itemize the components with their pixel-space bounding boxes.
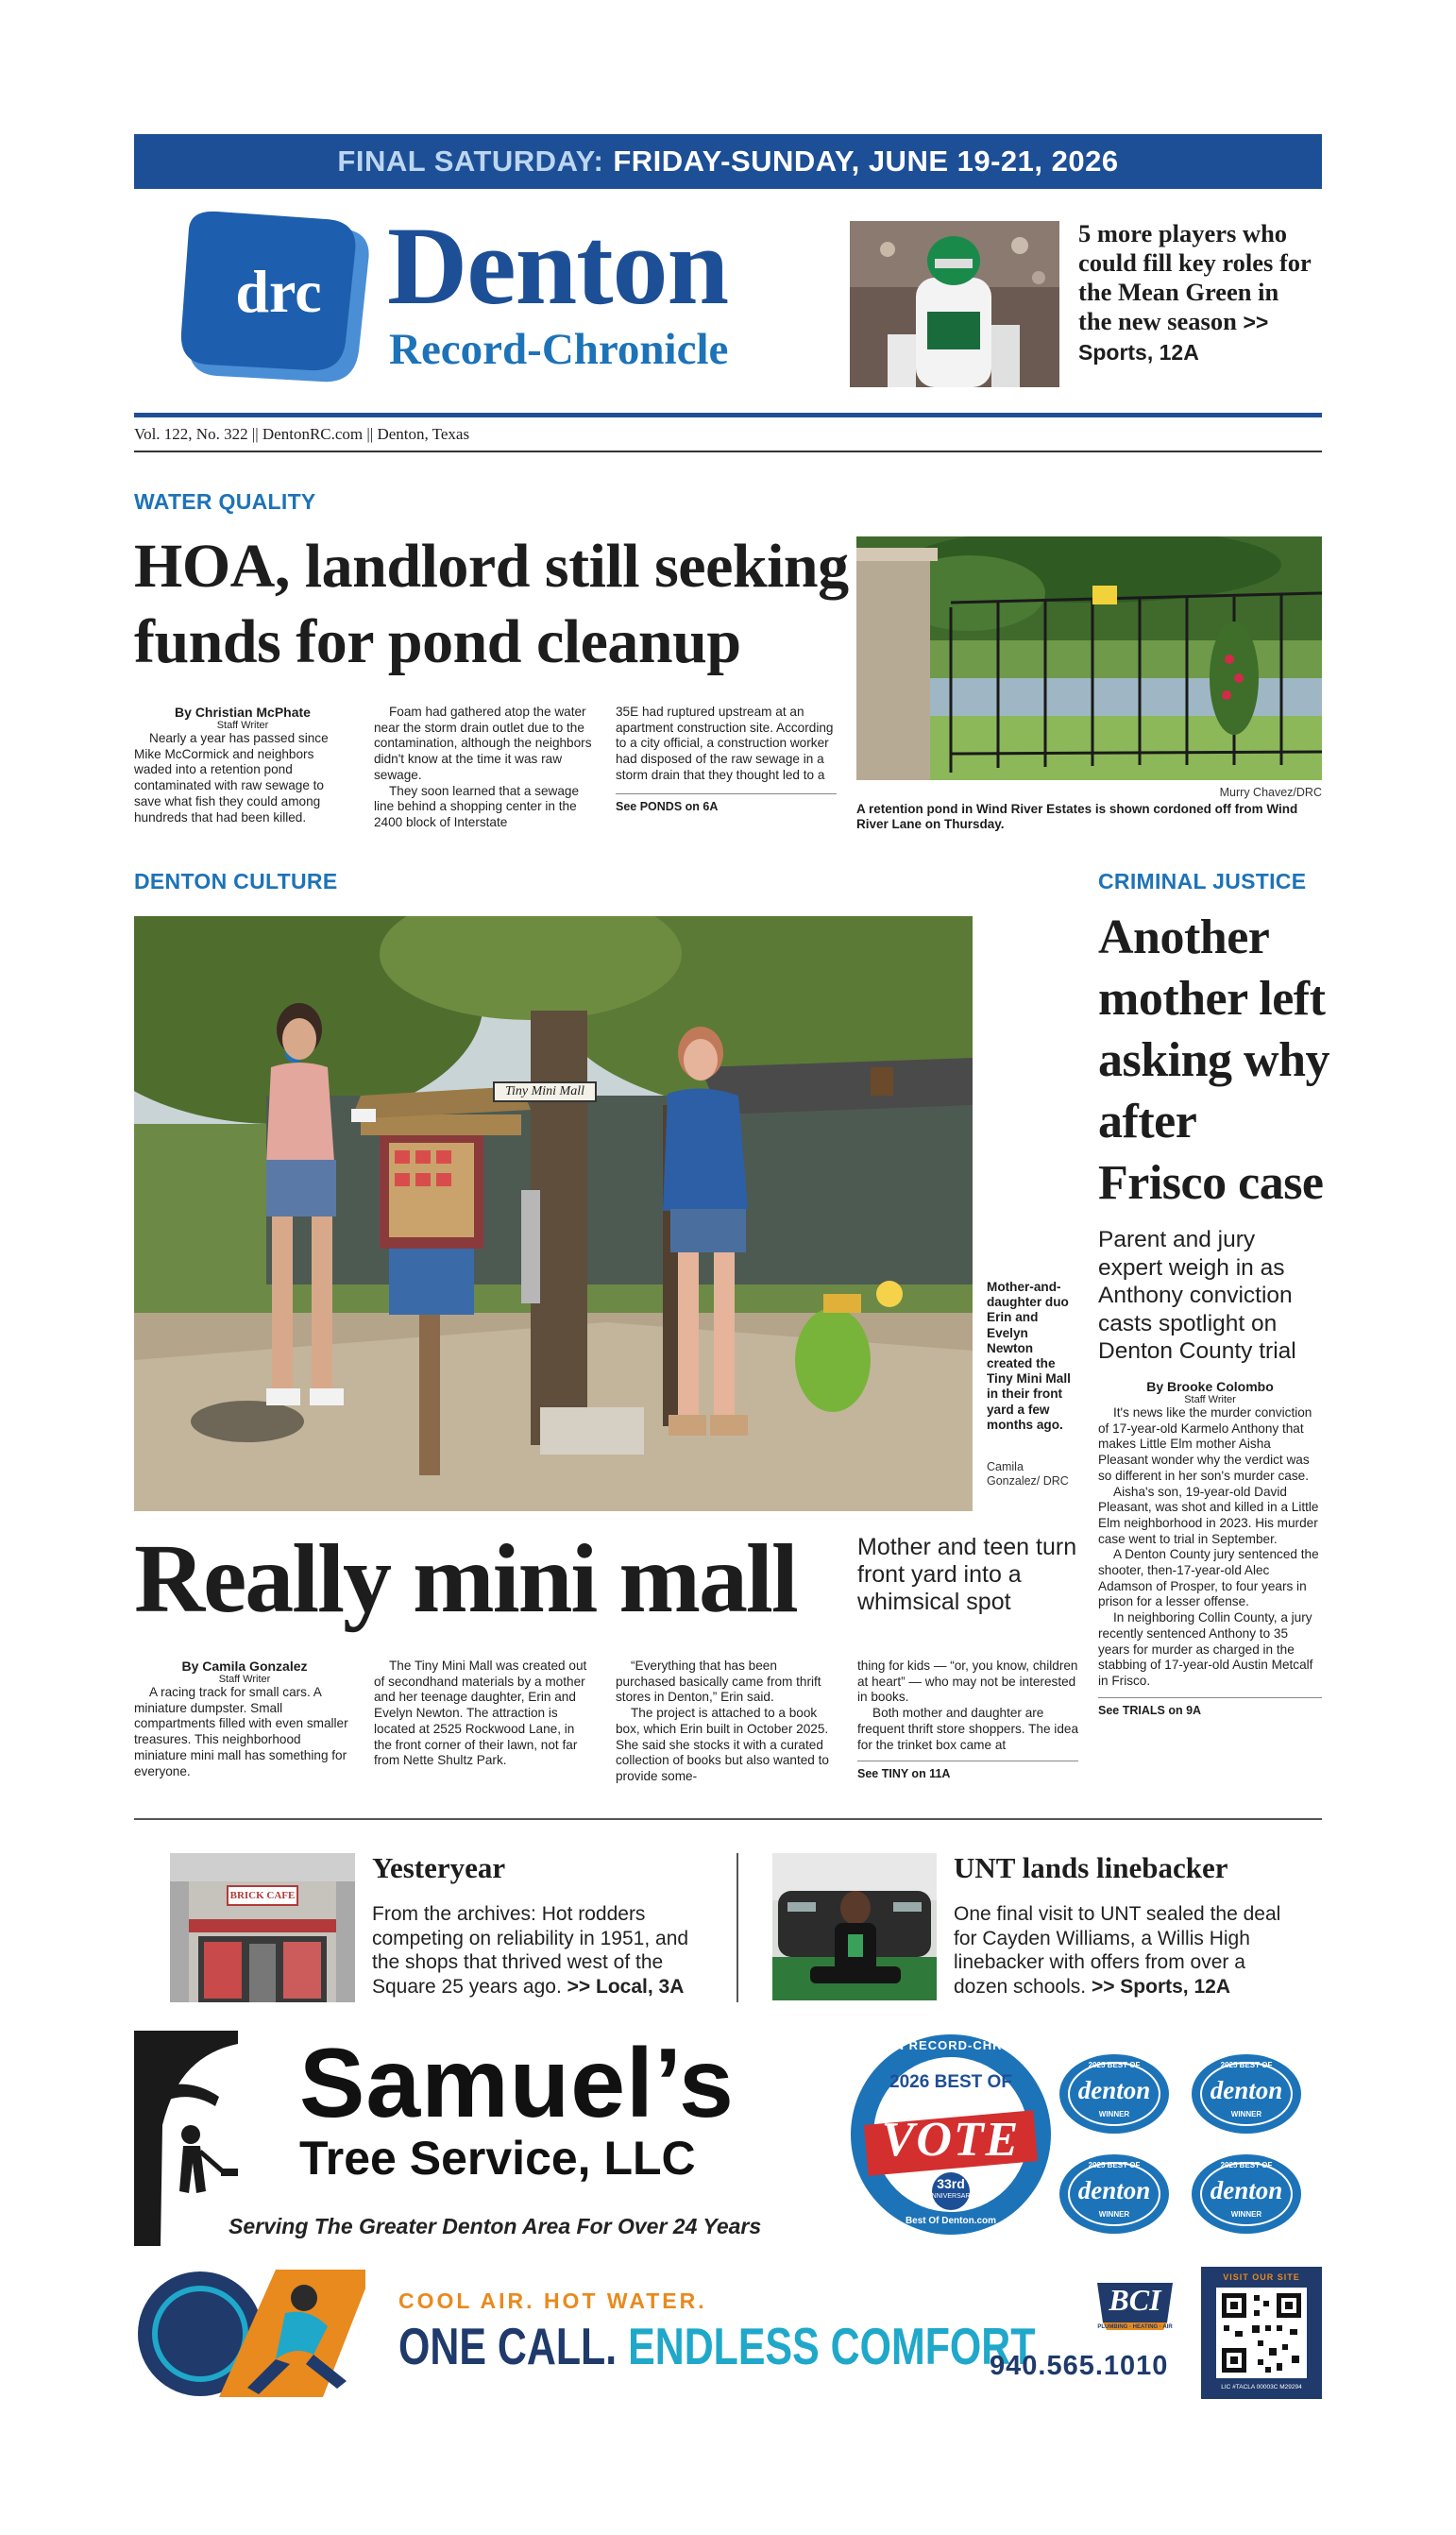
vote-seal-word: VOTE [881,2113,1021,2167]
promo-divider [736,1853,738,2002]
mall-col-4 [857,1659,1078,1780]
winner-badge-bottom: WINNER [1098,2110,1130,2118]
byline-mall [134,1659,355,1685]
bci-mascot-icon [134,2270,365,2397]
water-col-3 [616,705,837,813]
water-p3: They soon learned that a sewage line behind a shopping center in the 2400 block of Interstate [374,783,580,829]
justice-p3: A Denton County jury sentenced the shooter, then-17-year-old Alec Adamson of Prosper, to four years in prison for a lesser offense. [1098,1547,1319,1609]
promo-linebacker-title[interactable]: UNT lands linebacker [954,1851,1228,1884]
mall-col-3 [616,1659,837,1785]
retention-pond-photo[interactable] [856,536,1322,780]
tree-climber-icon [134,2031,238,2246]
winner-badge-2 [1190,2051,1303,2136]
winner-badge-word: denton [1077,2176,1151,2204]
bci-line2b: ENDLESS COMFORT [628,2317,1036,2375]
teaser-top-ref: >> Sports, 12A [1078,310,1269,365]
mall-p1: A racing track for small cars. A miniature dumpster. Small compartments filled with even smaller treasures. This neighborhood miniature mini mall has something for everyone. [134,1685,348,1778]
teaser-top-headline[interactable] [1078,219,1312,367]
byline-justice [1098,1379,1322,1405]
deck-mini-mall: Mother and teen turn front yard into a whimsical spot [857,1534,1077,1615]
ad-bci-comfort[interactable] [134,2262,1322,2404]
promo-linebacker-body: One final visit to UNT sealed the deal for Cayden Williams, a Willis High linebacker with offers from over a dozen schools. [954,1903,1281,1998]
qr-code-icon [1216,2288,1307,2378]
winner-badge-4 [1190,2152,1303,2237]
brick-cafe-sign: BRICK CAFE [227,1885,298,1906]
winner-badge-3 [1058,2152,1171,2237]
bci-qr-box[interactable] [1201,2267,1322,2399]
winner-badge-bottom: WINNER [1230,2210,1262,2219]
credit-mall-photo: Camila Gonzalez/ DRC [987,1460,1069,1488]
headline-really-mini-mall[interactable]: Really mini mall [134,1524,797,1633]
ad-samuels-tree-service[interactable] [134,2031,1322,2246]
justice-p4: In neighboring Collin County, a jury recently sentenced Anthony to 35 years for murder as charged in the stabbing of 17-year-old Austin Metcalf in Frisco. [1098,1610,1313,1688]
byline-water [134,705,351,731]
caption-pond-photo: A retention pond in Wind River Estates is shown cordoned off from Wind River Lane on Thursday. [856,802,1298,831]
water-col-2 [374,705,595,831]
promo-rule [134,1818,1322,1820]
kicker-criminal-justice[interactable]: CRIMINAL JUSTICE [1098,869,1307,893]
winner-badge-top: 2025 BEST OF [1088,2161,1141,2169]
winner-badge-bottom: WINNER [1098,2210,1130,2219]
bci-line1: COOL AIR. HOT WATER. [398,2288,707,2313]
teaser-top-text: 5 more players who could fill key roles for the Mean Green in the new season [1078,219,1312,335]
promo-yesteryear-text[interactable] [372,1902,712,1999]
byline-water-name: By Christian McPhate [175,705,311,720]
edition-dates: FRIDAY-SUNDAY, JUNE 19-21, 2026 [613,145,1119,178]
deck-justice: Parent and jury expert weigh in as Anthony conviction casts spotlight on Denton County trial [1098,1227,1296,1364]
promo-yesteryear-body: From the archives: Hot rodders competing on reliability in 1951, and the shops that thrived west of the Square 25 years ago. [372,1903,689,1998]
bci-brand: BCI [1109,2283,1161,2317]
water-p1: Nearly a year has passed since Mike McCormick and neighbors waded into a retention pond contaminated with raw sewage to save what fish they could among hundreds that had been killed. [134,731,329,825]
winner-badge-top: 2025 BEST OF [1088,2061,1141,2069]
justice-p2: Aisha's son, 19-year-old David Pleasant, was shot and killed in a Little Elm neighborhood in 2023. His murder case went to trial in September. [1098,1484,1319,1546]
retention-pond-image [856,536,1322,780]
jump-ponds[interactable]: See PONDS on 6A [616,793,837,813]
folio-line: Vol. 122, No. 322 || DentonRC.com || Denton, Texas [134,425,470,443]
football-player-photo[interactable] [850,221,1059,387]
kicker-water-quality[interactable]: WATER QUALITY [134,489,316,514]
jump-tiny[interactable]: See TINY on 11A [857,1761,1078,1780]
bci-line2 [398,2315,1035,2377]
mall-p4: The project is attached to a book box, which Erin built in October 2025. She said she stocks it with a curated collection of books but also wanted to provide some- [616,1706,829,1783]
mall-col-2 [374,1659,595,1769]
water-col-1-text [134,731,351,825]
bci-phone[interactable]: 940.565.1010 [990,2351,1169,2381]
promo-yesteryear-title[interactable]: Yesteryear [372,1851,506,1884]
masthead-rule-thin [134,451,1322,452]
promo-linebacker-text[interactable] [954,1902,1294,1999]
credit-pond-photo: Murry Chavez/DRC [1219,786,1322,799]
ad-tree-tagline: Serving The Greater Denton Area For Over 24 Years [229,2214,762,2238]
caption-mall-photo: Mother-and-daughter duo Erin and Evelyn Newton created the Tiny Mini Mall in their front yard a few months ago. [987,1280,1071,1432]
vote-seal-anniv-sub: ANNIVERSARY [926,2193,975,2200]
winner-badge-top: 2025 BEST OF [1220,2161,1273,2169]
brick-cafe-image [170,1853,355,2002]
winner-badge-bottom: WINNER [1230,2110,1262,2118]
water-p2: Foam had gathered atop the water near the storm drain outlet due to the contamination, although the neighbors didn't know at the time it was raw sewage. [374,705,592,782]
logo-mark-text: drc [235,258,322,325]
tiny-mini-mall-photo[interactable] [134,916,973,1511]
linebacker-photo[interactable] [772,1853,937,2000]
jump-trials[interactable]: See TRIALS on 9A [1098,1697,1322,1717]
masthead-name: Denton [387,204,729,328]
justice-col [1098,1379,1322,1717]
mall-col-1 [134,1659,355,1779]
bci-brand-sub: PLUMBING · HEATING · AIR [1097,2324,1173,2330]
yesteryear-photo[interactable] [170,1853,355,2002]
bci-qr-label: VISIT OUR SITE [1223,2272,1300,2282]
byline-mall-role: Staff Writer [218,1674,271,1685]
ad-tree-name2: Tree Service, LLC [299,2132,696,2185]
byline-mall-name: By Camila Gonzalez [181,1659,308,1674]
mall-p5: thing for kids — “or, you know, children at heart” — who may not be interested in books. [857,1659,1078,1705]
best-of-denton-vote-seal[interactable] [847,2031,1055,2246]
mall-p6: Both mother and daughter are frequent thrift store shoppers. The idea for the trinket box came at [857,1706,1079,1752]
football-player-image [850,221,1059,387]
water-col-1 [134,705,351,825]
bci-logo [1088,2275,1182,2336]
mall-p3: “Everything that has been purchased basically came from thrift stores in Denton,” Erin said. [616,1659,821,1705]
water-p4: 35E had ruptured upstream at an apartment construction site. According to a city official, a construction worker had disposed of the raw sewage in a storm drain that they thought led to a [616,705,834,782]
masthead-rule-thick [134,413,1322,417]
byline-water-role: Staff Writer [216,720,269,731]
linebacker-image [772,1853,937,2000]
vote-seal-site: Best Of Denton.com [905,2216,997,2226]
bci-license: LIC #TACLA 00003C M29294 [1221,2384,1302,2390]
byline-justice-role: Staff Writer [1184,1394,1236,1405]
byline-justice-name: By Brooke Colombo [1146,1379,1274,1394]
winner-badge-word: denton [1210,2076,1283,2104]
winner-badge-top: 2025 BEST OF [1220,2061,1273,2069]
vote-seal-ring-text: DENTON RECORD-CHRONICLE [847,2038,1055,2052]
edition-banner [134,134,1322,189]
ad-tree-name: Samuel’s [299,2029,735,2138]
masthead-logo[interactable] [179,210,378,395]
mall-sign-text: Tiny Mini Mall [493,1081,597,1102]
vote-seal-year: 2026 BEST OF [889,2072,1012,2092]
promo-yesteryear-ref: >> Local, 3A [567,1975,685,1998]
headline-another-mother[interactable]: Another mother left asking why after Frisco case [1098,910,1329,1210]
masthead-subname: Record-Chronicle [389,325,729,374]
edition-label: FINAL SATURDAY: [337,145,604,178]
justice-body [1098,1405,1322,1690]
promo-linebacker-ref: >> Sports, 12A [1091,1975,1230,1998]
kicker-denton-culture[interactable]: DENTON CULTURE [134,869,338,893]
vote-seal-anniv: 33rd [937,2176,965,2191]
winner-badge-word: denton [1210,2176,1283,2204]
justice-p1: It's news like the murder conviction of 17-year-old Karmelo Anthony that makes Little Elm mother Aisha Pleasant wonder why the verdict was so different in her son's murder case. [1098,1405,1312,1483]
tiny-mini-mall-image [134,916,973,1511]
headline-pond-cleanup[interactable]: HOA, landlord still seeking funds for pond cleanup [134,532,849,676]
mall-p2: The Tiny Mini Mall was created out of secondhand materials by a mother and her teenage daughter, Erin and Evelyn Newton. The attraction is located at 2525 Rockwood Lane, in the front corner of their lawn, not far from Nette Shultz Park. [374,1659,587,1768]
winner-badge-word: denton [1077,2076,1151,2104]
bci-line2a: ONE CALL. [398,2317,618,2375]
winner-badge-1 [1058,2051,1171,2136]
